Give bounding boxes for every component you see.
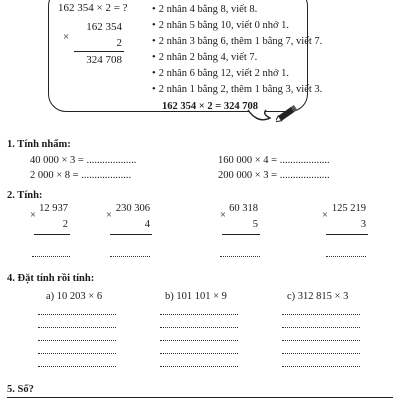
ex4-a-line-5[interactable] [38, 366, 116, 367]
step-5: • 2 nhân 6 bằng 12, viết 2 nhớ 1. [152, 68, 289, 79]
ex2-rule-1 [34, 234, 70, 235]
ex4-c-line-1[interactable] [282, 314, 360, 315]
ex5-title: 5. Số? [7, 384, 34, 395]
ex4-b-line-4[interactable] [160, 353, 238, 354]
ex5-table-top [7, 397, 393, 398]
ex2-b-4: 3 [360, 219, 366, 230]
example-op: × [63, 31, 70, 43]
example-result: 324 708 [86, 54, 122, 66]
ex4-c-line-4[interactable] [282, 353, 360, 354]
ex2-op-4: × [322, 210, 328, 221]
ex4-title: 4. Đặt tính rồi tính: [7, 273, 95, 284]
ex2-rule-3 [222, 234, 260, 235]
ex2-a-2: 230 306 [115, 203, 150, 214]
ex1-item-2: 160 000 × 4 = ................... [218, 155, 330, 166]
pencil-icon [276, 101, 302, 123]
ex1-title: 1. Tính nhẩm: [7, 139, 71, 150]
ex2-answer-2[interactable] [110, 256, 150, 257]
ex1-item-4: 200 000 × 3 = ................... [218, 170, 330, 181]
ex4-a-line-3[interactable] [38, 340, 116, 341]
step-4: • 2 nhân 2 bằng 4, viết 7. [152, 52, 257, 63]
example-n1: 162 354 [86, 21, 122, 33]
ex2-b-1: 2 [62, 219, 68, 230]
ex2-op-2: × [106, 210, 112, 221]
ex4-item-a: a) 10 203 × 6 [46, 291, 103, 302]
ex2-op-3: × [220, 210, 226, 221]
ex4-a-line-1[interactable] [38, 314, 116, 315]
step-1: • 2 nhân 4 bằng 8, viết 8. [152, 4, 257, 15]
ex4-a-line-2[interactable] [38, 327, 116, 328]
ex1-item-3: 2 000 × 8 = ................... [30, 170, 132, 181]
ex4-b-line-5[interactable] [160, 366, 238, 367]
ex4-item-b: b) 101 101 × 9 [165, 291, 227, 302]
example-n2: 2 [116, 37, 122, 49]
ex2-b-2: 4 [144, 219, 150, 230]
ex4-b-line-1[interactable] [160, 314, 238, 315]
ex2-rule-2 [110, 234, 152, 235]
ex2-answer-4[interactable] [326, 256, 366, 257]
example-rule [74, 51, 124, 52]
ex2-answer-3[interactable] [220, 256, 260, 257]
ex4-b-line-2[interactable] [160, 327, 238, 328]
ex2-op-1: × [30, 210, 36, 221]
ex4-c-line-3[interactable] [282, 340, 360, 341]
ex4-item-c: c) 312 815 × 3 [287, 291, 349, 302]
ex2-a-1: 12 937 [39, 203, 68, 214]
ex1-item-1: 40 000 × 3 = ................... [30, 155, 137, 166]
ex2-answer-1[interactable] [32, 256, 70, 257]
example-final: 162 354 × 2 = 324 708 [162, 101, 258, 112]
ex4-c-line-2[interactable] [282, 327, 360, 328]
ex4-c-line-5[interactable] [282, 366, 360, 367]
example-question: 162 354 × 2 = ? [58, 2, 128, 14]
step-6: • 2 nhân 1 bằng 2, thêm 1 bằng 3, viết 3. [152, 84, 322, 95]
ex2-rule-4 [326, 234, 368, 235]
step-3: • 2 nhân 3 bằng 6, thêm 1 bằng 7, viết 7. [152, 36, 322, 47]
step-2: • 2 nhân 5 bằng 10, viết 0 nhớ 1. [152, 20, 289, 31]
ex4-a-line-4[interactable] [38, 353, 116, 354]
ex4-b-line-3[interactable] [160, 340, 238, 341]
ex2-a-3: 60 318 [229, 203, 258, 214]
ex2-a-4: 125 219 [331, 203, 366, 214]
ex2-title: 2. Tính: [7, 190, 43, 201]
ex2-b-3: 5 [252, 219, 258, 230]
